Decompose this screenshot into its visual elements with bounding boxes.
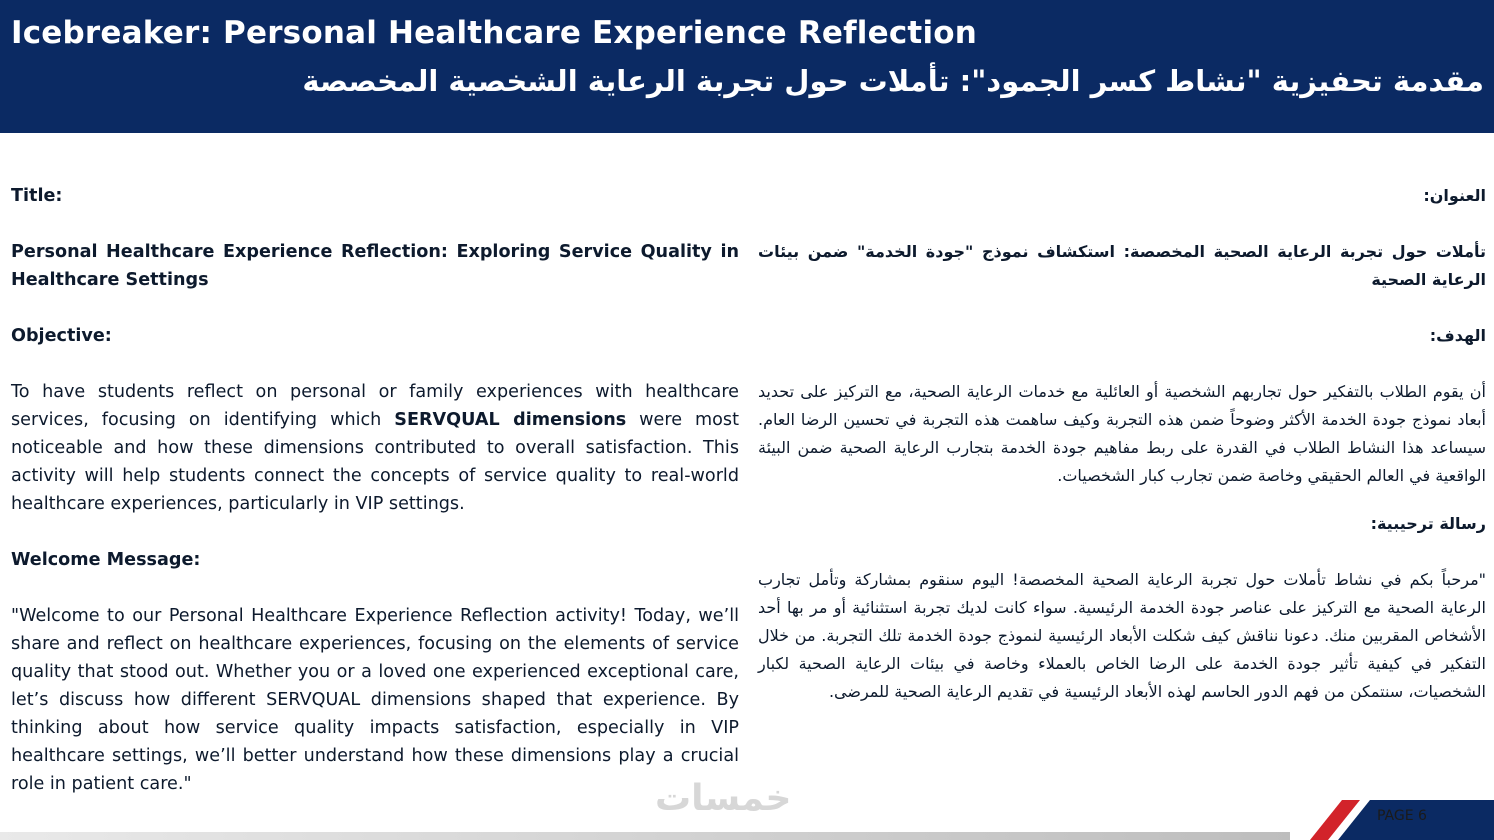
objective-text-part1: To have students reflect on personal or family experiences with healthcare services, focusing on identifying which [11,382,739,430]
page-number: PAGE 6 [1377,808,1427,824]
arabic-column [758,182,1486,706]
objective-text-part2: were most noticeable and how these dimensions contributed to overall satisfaction. This activity will help students connect the concepts of service quality to real-world healthcare experiences, particularly in VIP settings. [11,410,739,514]
khamsat-watermark: خمسات [655,778,792,819]
title-label-en: Title: [11,186,63,206]
title-label-ar: العنوان: [1423,186,1486,205]
english-column [11,182,739,798]
objective-text-ar: أن يقوم الطلاب بالتفكير حول تجاربهم الشخصية أو العائلية مع خدمات الرعاية الصحية، مع التركيز على تحديد أبعاد نموذج جودة الخدمة الأكثر وضوحاً ضمن هذه التجربة وكيف ساهمت هذه التجربة في تحسين الرضا العام. سيساعد هذا النشاط الطلاب في القدرة على ربط مفاهيم جودة الخدمة بتجارب الرعاية الصحية ضمن البيئة الواقعية في العالم الحقيقي وخاصة ضمن تجارب كبار الشخصيات. [758,382,1486,485]
objective-text-en [11,378,739,518]
header-title-arabic: مقدمة تحفيزية "نشاط كسر الجمود": تأملات حول تجربة الرعاية الشخصية المخصصة [302,64,1484,98]
welcome-label-ar: رسالة ترحيبية: [1370,514,1486,533]
welcome-text-ar: "مرحباً بكم في نشاط تأملات حول تجربة الرعاية الصحية المخصصة! اليوم سنقوم بمشاركة وتأمل تجارب الرعاية الصحية مع التركيز على عناصر جودة الخدمة الرئيسية. سواء كانت لديك تجربة استثنائية أو مر بها أحد الأشخاص المقربين منك. دعونا نناقش كيف شكلت الأبعاد الرئيسية لنموذج جودة الخدمة تلك التجربة. من خلال التفكير في كيفية تأثير جودة الخدمة على الرضا الخاص بالعملاء وخاصة في بيئات الرعاية الصحية لكبار الشخصيات، سنتمكن من فهم الدور الحاسم لهذه الأبعاد الرئيسية في تقديم الرعاية الصحية للمرضى. [758,570,1486,701]
welcome-label-en: Welcome Message: [11,550,201,570]
objective-label-en: Objective: [11,326,112,346]
objective-label-ar: الهدف: [1429,326,1486,345]
header-title-english: Icebreaker: Personal Healthcare Experience Reflection [11,15,978,51]
page-header [0,0,1494,133]
footer-divider [0,832,1290,840]
welcome-text-en: "Welcome to our Personal Healthcare Experience Reflection activity! Today, we’ll share and reflect on healthcare experiences, focusing on the elements of service quality that stood out. Whether you or a loved one experienced exceptional care, let’s discuss how different SERVQUAL dimensions shaped that experience. By thinking about how service quality impacts satisfaction, especially in VIP healthcare settings, we’ll better understand how these dimensions play a crucial role in patient care." [11,606,739,794]
title-text-en: Personal Healthcare Experience Reflection: Exploring Service Quality in Healthcare Settings [11,242,739,290]
servqual-highlight: SERVQUAL dimensions [394,410,627,430]
title-text-ar: تأملات حول تجربة الرعاية الصحية المخصصة: استكشاف نموذج "جودة الخدمة" ضمن بيئات الرعاية الصحية [758,242,1486,289]
